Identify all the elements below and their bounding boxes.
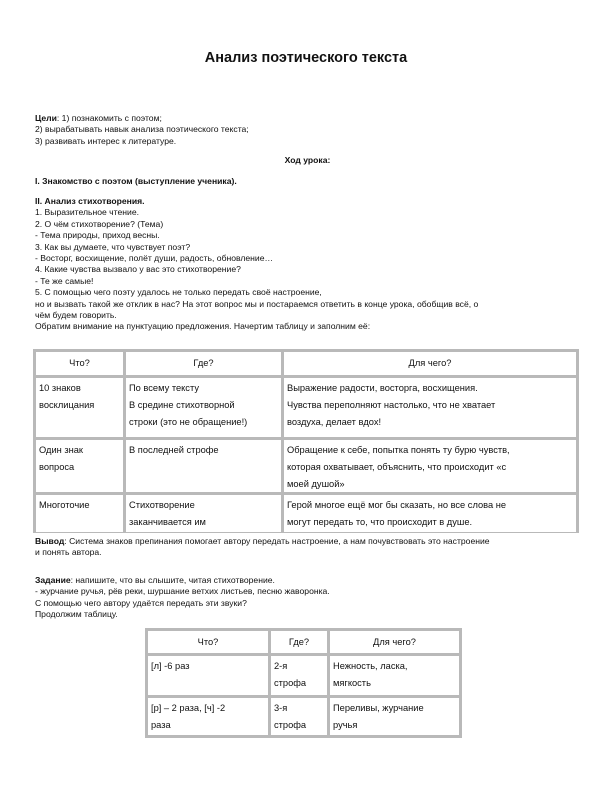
task-line-3: С помощью чего автору удаётся передать эти звуки? [35,597,247,608]
cell-line: Обращение к себе, попытка понять ту бурю чувств, [287,445,510,455]
task-line-1 [35,575,580,586]
cell-line: строфа [274,720,307,730]
section-2-line: но и вызвать такой же отклик в нас? На этот вопрос мы и постараемся ответить в конце урока, обобщив всё, о [35,298,479,309]
cell-line: воздуха, делает вдох! [287,417,382,427]
section-2-line: 1. Выразительное чтение. [35,207,139,218]
cell-line: В средине стихотворной [129,400,235,410]
section-2-line: чём будем говорить. [35,310,117,321]
goals-label: Цели [35,113,57,123]
cell-what [36,495,123,532]
lesson-heading: Ход урока: [284,155,331,165]
section-2-line: 3. Как вы думаете, что чувствует поэт? [35,241,191,252]
page-title: Анализ поэтического текста [204,50,408,66]
cell-where [126,378,281,437]
section-2-line: - Тема природы, приход весны. [35,230,160,241]
table-row [36,440,576,492]
section-2-heading: II. Анализ стихотворения. [35,196,145,206]
table-row [36,378,576,437]
goals-line-1 [35,113,580,124]
header-where: Где? [271,631,327,653]
conclusion-label: Вывод [35,536,65,546]
section-2-line: - Те же самые! [35,275,94,286]
cell-line: [р] – 2 раза, [ч] -2 [151,703,226,713]
cell-what [36,440,123,492]
cell-why [284,378,576,437]
table-header-row [36,352,576,375]
sound-table [145,628,462,738]
cell-line: восклицания [39,400,95,410]
table-row [36,495,576,532]
cell-line: строфа [274,678,307,688]
cell-line: Один знак [39,445,83,455]
goals-line-1-text: : 1) познакомить с поэтом; [56,113,162,123]
cell-line: раза [151,720,171,730]
table-header-row [148,631,459,653]
cell-line: 2-я [274,661,288,671]
cell-line: В последней строфе [129,445,219,455]
cell-why [330,698,459,735]
cell-line: Стихотворение [129,500,195,510]
goals-line-3: 3) развивать интерес к литературе. [35,135,177,146]
section-2-line: Обратим внимание на пунктуацию предложения. Начертим таблицу и заполним её: [35,321,371,332]
task-line-2: - журчание ручья, рёв реки, шуршание ветхих листьев, песню жаворонка. [35,586,330,597]
cell-why [284,495,576,532]
header-why: Для чего? [330,631,459,653]
header-where: Где? [126,352,281,375]
section-1-heading: I. Знакомство с поэтом (выступление ученика). [35,176,237,186]
goals-line-2: 2) вырабатывать навык анализа поэтического текста; [35,124,249,135]
header-what: Что? [36,352,123,375]
cell-line: моей душой» [287,479,345,489]
cell-line: Нежность, ласка, [333,661,408,671]
cell-what [36,378,123,437]
cell-line: Герой многое ещё мог бы сказать, но все слова не [287,500,507,510]
task-line-1-text: : напишите, что вы слышите, читая стихотворение. [70,575,275,585]
conclusion-line-1 [35,536,580,547]
cell-line: Переливы, журчание [333,703,424,713]
cell-what [148,656,268,695]
cell-line: Выражение радости, восторга, восхищения. [287,383,478,393]
cell-line: По всему тексту [129,383,199,393]
section-2-line: - Восторг, восхищение, полёт души, радость, обновление… [35,253,274,264]
cell-why [330,656,459,695]
cell-what [148,698,268,735]
section-2-line: 4. Какие чувства вызвало у вас это стихотворение? [35,264,241,275]
cell-line: мягкость [333,678,371,688]
cell-line: Чувства переполняют настолько, что не хватает [287,400,496,410]
task-label: Задание [35,575,71,585]
header-why: Для чего? [284,352,576,375]
cell-line: 3-я [274,703,288,713]
cell-line: ручья [333,720,358,730]
cell-line: могут передать то, что происходит в душе. [287,517,473,527]
conclusion-line-1-text: : Система знаков препинания помогает автору передать настроение, а нам почувствовать это настроение [64,536,490,546]
punctuation-table [33,349,579,533]
header-what: Что? [148,631,268,653]
cell-why [284,440,576,492]
conclusion-line-2: и понять автора. [35,547,102,558]
cell-line: [л] -6 раз [151,661,190,671]
task-block [35,575,580,621]
cell-line: которая охватывает, объяснить, что происходит «с [287,462,507,472]
goals-block [35,113,580,147]
cell-where [271,656,327,695]
cell-line: Многоточие [39,500,90,510]
cell-where [126,440,281,492]
section-2-line: 5. С помощью чего поэту удалось не только передать своё настроение, [35,287,322,298]
cell-line: строки (это не обращение!) [129,417,248,427]
task-line-4: Продолжим таблицу. [35,609,118,620]
section-2-block [35,196,580,333]
conclusion-block [35,536,580,559]
table-row [148,698,459,735]
cell-line: вопроса [39,462,75,472]
cell-line: 10 знаков [39,383,81,393]
section-2-line: 2. О чём стихотворение? (Тема) [35,218,164,229]
cell-line: заканчивается им [129,517,206,527]
table-row [148,656,459,695]
cell-where [271,698,327,735]
cell-where [126,495,281,532]
